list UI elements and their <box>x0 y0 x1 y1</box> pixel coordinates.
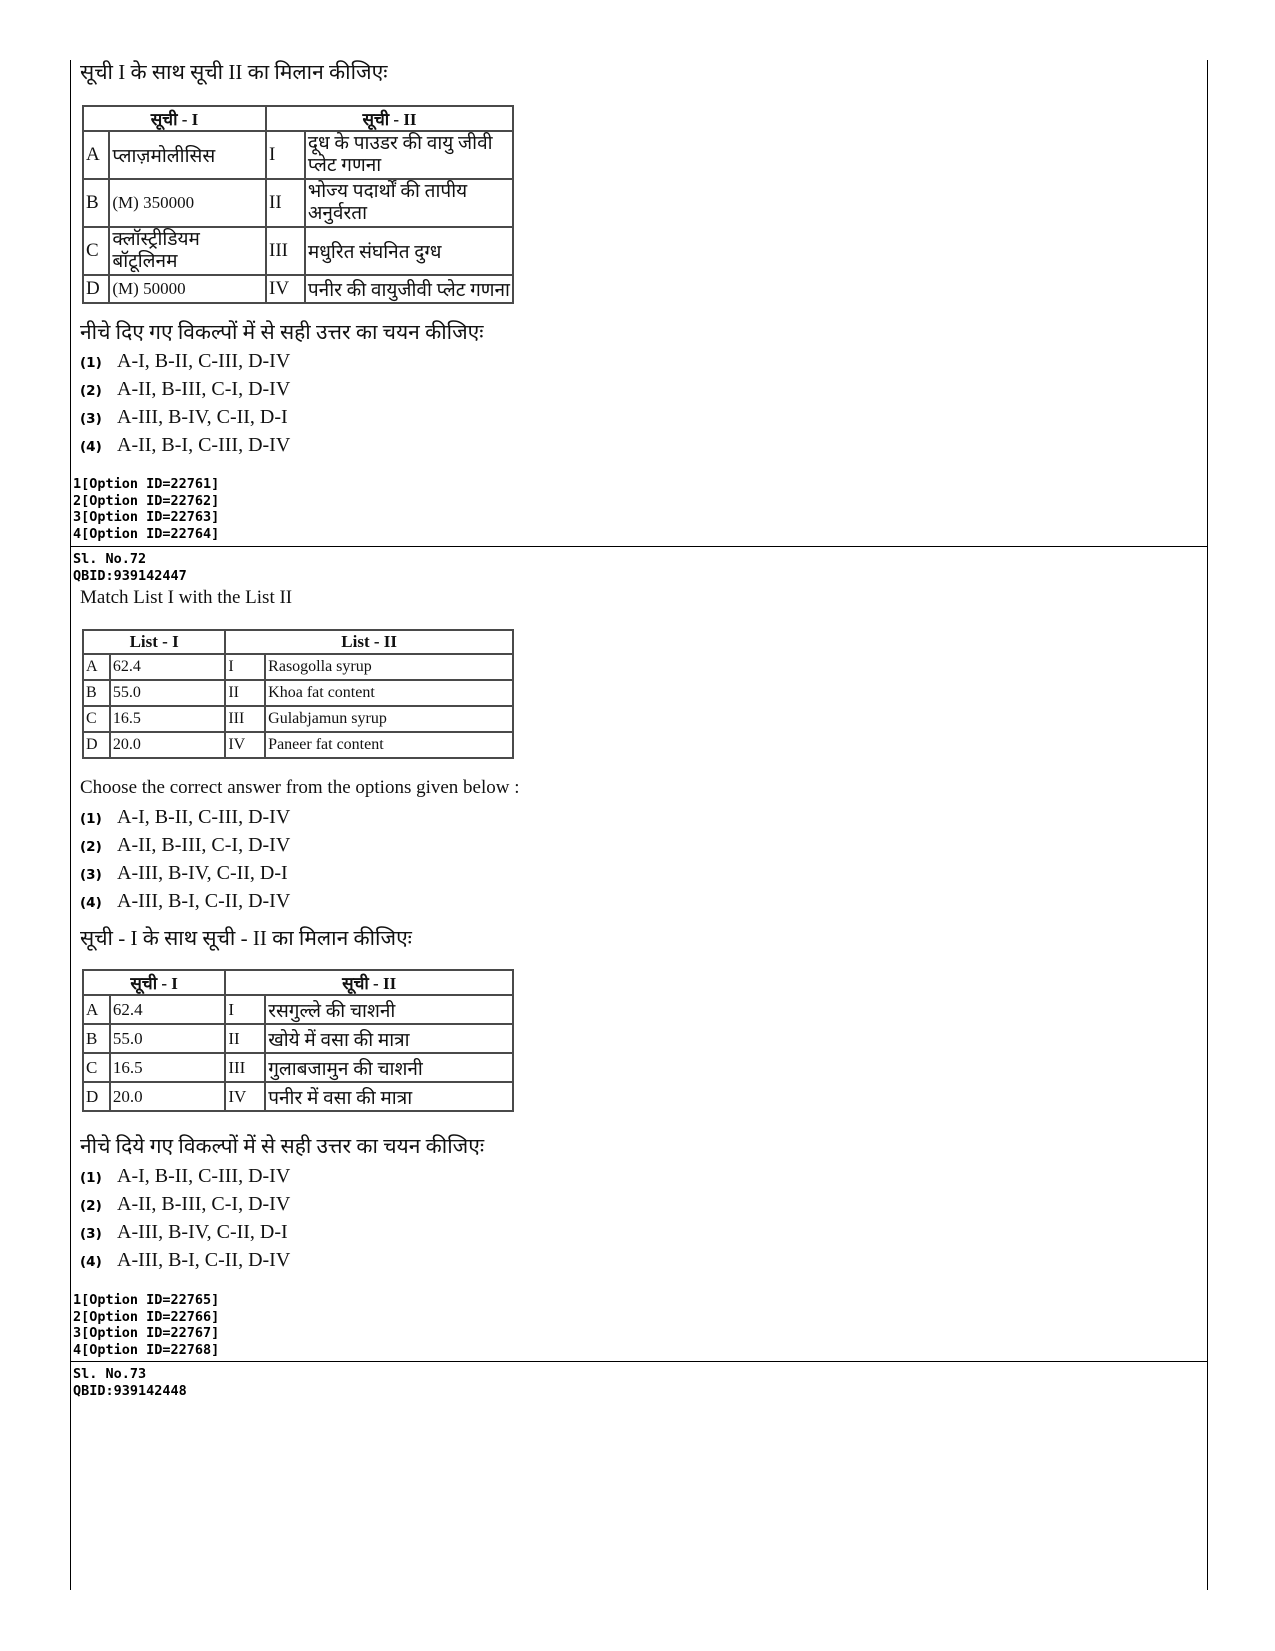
row-item: (M) 350000 <box>109 179 266 227</box>
option-id: 3[Option ID=22767] <box>73 1325 220 1341</box>
q71-choose-hindi: नीचे दिए गए विकल्पों में से सही उत्तर का चयन कीजिएः <box>80 320 484 344</box>
table-row <box>83 179 513 227</box>
sl-no: Sl. No.73 <box>73 1366 147 1382</box>
option-text: A-I, B-II, C-III, D-IV <box>117 350 291 372</box>
row-description: मधुरित संघनित दुग्ध <box>305 227 513 275</box>
row-description: भोज्य पदार्थों की तापीय अनुर्वरता <box>305 179 513 227</box>
table-row <box>83 1082 513 1111</box>
table-row <box>83 1024 513 1053</box>
table-header-list-1: सूची - I <box>83 106 266 131</box>
q73-header <box>73 1366 187 1399</box>
option-id: 3[Option ID=22763] <box>73 509 220 525</box>
row-value: 20.0 <box>110 732 225 758</box>
q72-hindi-option-4[interactable] <box>80 1249 290 1277</box>
option-number: (3) <box>80 1226 102 1242</box>
row-value: 55.0 <box>110 680 225 706</box>
table-row <box>83 275 513 303</box>
option-text: A-III, B-IV, C-II, D-I <box>117 406 288 428</box>
row-letter: C <box>83 1053 110 1082</box>
table-header-list-2: सूची - II <box>225 970 513 995</box>
q72-hindi-option-2[interactable] <box>80 1193 290 1221</box>
row-letter: B <box>83 1024 110 1053</box>
q71-option-2[interactable] <box>80 378 290 406</box>
row-description: रसगुल्ले की चाशनी <box>265 995 513 1024</box>
table-row <box>83 654 513 680</box>
row-letter: A <box>83 995 110 1024</box>
row-numeral: II <box>225 1024 265 1053</box>
q72-match-table-hindi <box>82 969 514 1112</box>
table-row <box>83 995 513 1024</box>
q71-stem-hindi: सूची I के साथ सूची II का मिलान कीजिएः <box>80 60 388 84</box>
table-row <box>83 1053 513 1082</box>
table-row <box>83 227 513 275</box>
option-id: 2[Option ID=22766] <box>73 1308 220 1325</box>
row-numeral: II <box>225 680 265 706</box>
q72-stem-hindi: सूची - I के साथ सूची - II का मिलान कीजिएः <box>80 926 412 950</box>
sl-no: Sl. No.72 <box>73 551 147 567</box>
option-text: A-III, B-I, C-II, D-IV <box>117 1249 291 1271</box>
row-letter: D <box>83 1082 110 1111</box>
q72-choose-english: Choose the correct answer from the options given below : <box>80 777 520 798</box>
option-number: (2) <box>80 839 102 855</box>
table-row <box>83 680 513 706</box>
table-header-list-1: सूची - I <box>83 970 225 995</box>
row-item: क्लॉस्ट्रीडियम बॉटूलिनम <box>109 227 266 275</box>
row-letter: D <box>83 275 109 303</box>
row-description: पनीर की वायुजीवी प्लेट गणना <box>305 275 513 303</box>
option-number: (2) <box>80 383 102 399</box>
q72-option-1[interactable] <box>80 806 290 834</box>
q71-option-1[interactable] <box>80 350 290 378</box>
row-numeral: I <box>225 995 265 1024</box>
q71-match-table-hindi <box>82 105 514 304</box>
row-numeral: IV <box>266 275 305 303</box>
row-item: प्लाज़मोलीसिस <box>109 131 266 179</box>
row-numeral: IV <box>225 732 265 758</box>
row-letter: A <box>83 654 110 680</box>
row-description: पनीर में वसा की मात्रा <box>265 1082 513 1111</box>
option-number: (4) <box>80 895 102 911</box>
qbid: QBID:939142448 <box>73 1382 187 1399</box>
table-header-list-2: List - II <box>225 630 513 654</box>
option-number: (3) <box>80 867 102 883</box>
qbid: QBID:939142447 <box>73 567 187 584</box>
option-id: 4[Option ID=22764] <box>73 525 220 542</box>
option-text: A-III, B-I, C-II, D-IV <box>117 890 291 912</box>
row-value: 62.4 <box>110 995 225 1024</box>
q71-option-ids <box>73 476 219 542</box>
option-text: A-II, B-I, C-III, D-IV <box>117 434 291 456</box>
q71-option-4[interactable] <box>80 434 290 462</box>
q72-option-4[interactable] <box>80 890 290 918</box>
q71-option-3[interactable] <box>80 406 288 434</box>
option-number: (1) <box>80 355 102 371</box>
option-number: (1) <box>80 811 102 827</box>
row-numeral: II <box>266 179 305 227</box>
row-description: Gulabjamun syrup <box>265 706 513 732</box>
row-letter: B <box>83 179 109 227</box>
row-value: 16.5 <box>110 1053 225 1082</box>
option-text: A-II, B-III, C-I, D-IV <box>117 834 291 856</box>
table-header-list-1: List - I <box>83 630 225 654</box>
option-text: A-I, B-II, C-III, D-IV <box>117 1165 291 1187</box>
row-numeral: III <box>225 1053 265 1082</box>
row-description: Paneer fat content <box>265 732 513 758</box>
option-id: 1[Option ID=22761] <box>73 476 220 492</box>
option-number: (4) <box>80 439 102 455</box>
q72-hindi-option-3[interactable] <box>80 1221 288 1249</box>
q72-option-2[interactable] <box>80 834 290 862</box>
row-letter: C <box>83 227 109 275</box>
q72-hindi-option-1[interactable] <box>80 1165 290 1193</box>
option-id: 2[Option ID=22762] <box>73 492 220 509</box>
row-letter: D <box>83 732 110 758</box>
table-row <box>83 732 513 758</box>
q72-stem-english: Match List I with the List II <box>80 587 293 608</box>
question-divider <box>70 1361 1207 1362</box>
row-numeral: I <box>225 654 265 680</box>
row-numeral: III <box>225 706 265 732</box>
row-value: 20.0 <box>110 1082 225 1111</box>
q72-header <box>73 551 187 584</box>
row-description: खोये में वसा की मात्रा <box>265 1024 513 1053</box>
row-letter: C <box>83 706 110 732</box>
option-text: A-I, B-II, C-III, D-IV <box>117 806 291 828</box>
option-text: A-III, B-IV, C-II, D-I <box>117 1221 288 1243</box>
table-row <box>83 706 513 732</box>
option-number: (4) <box>80 1254 102 1270</box>
q72-option-3[interactable] <box>80 862 288 890</box>
row-numeral: I <box>266 131 305 179</box>
table-header-list-2: सूची - II <box>266 106 513 131</box>
q72-choose-hindi: नीचे दिये गए विकल्पों में से सही उत्तर का चयन कीजिएः <box>80 1134 485 1158</box>
row-description: गुलाबजामुन की चाशनी <box>265 1053 513 1082</box>
row-numeral: IV <box>225 1082 265 1111</box>
row-letter: B <box>83 680 110 706</box>
row-value: 16.5 <box>110 706 225 732</box>
option-number: (3) <box>80 411 102 427</box>
q72-match-table-english <box>82 629 514 759</box>
option-id: 1[Option ID=22765] <box>73 1292 220 1308</box>
option-id: 4[Option ID=22768] <box>73 1341 220 1358</box>
question-divider <box>70 546 1207 547</box>
table-row <box>83 131 513 179</box>
row-description: दूध के पाउडर की वायु जीवी प्लेट गणना <box>305 131 513 179</box>
q72-option-ids <box>73 1292 219 1358</box>
row-numeral: III <box>266 227 305 275</box>
row-value: 55.0 <box>110 1024 225 1053</box>
option-number: (2) <box>80 1198 102 1214</box>
option-number: (1) <box>80 1170 102 1186</box>
row-item: (M) 50000 <box>109 275 266 303</box>
row-value: 62.4 <box>110 654 225 680</box>
row-description: Rasogolla syrup <box>265 654 513 680</box>
option-text: A-II, B-III, C-I, D-IV <box>117 1193 291 1215</box>
row-letter: A <box>83 131 109 179</box>
option-text: A-III, B-IV, C-II, D-I <box>117 862 288 884</box>
row-description: Khoa fat content <box>265 680 513 706</box>
option-text: A-II, B-III, C-I, D-IV <box>117 378 291 400</box>
